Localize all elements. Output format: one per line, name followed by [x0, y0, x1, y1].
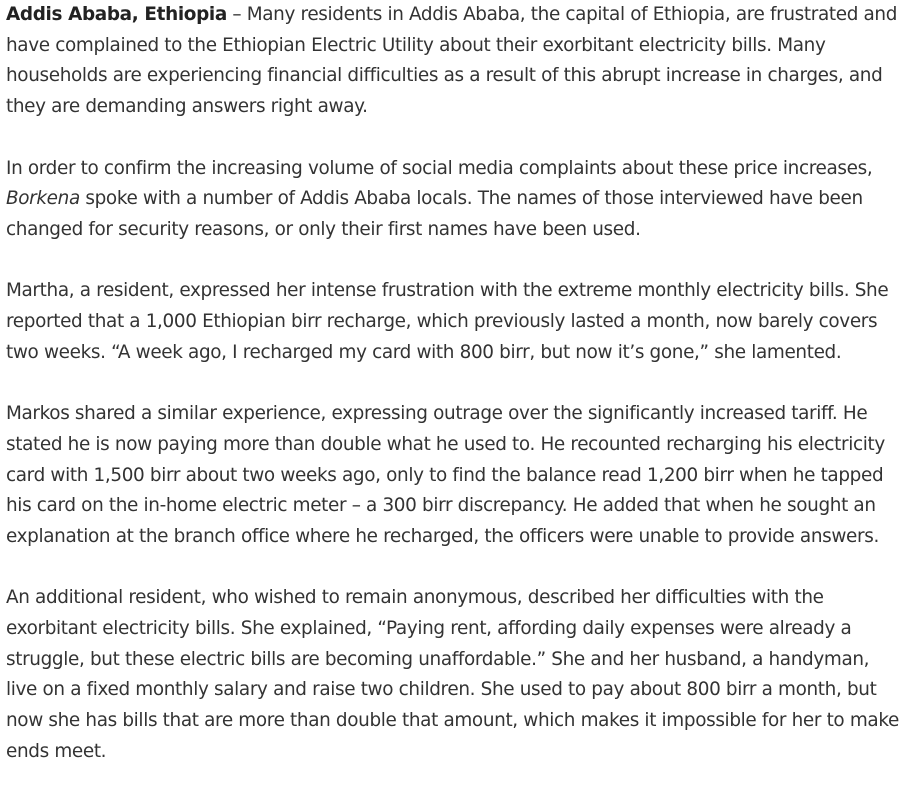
- paragraph-martha: Martha, a resident, expressed her intense frustration with the extreme monthly electricity bills. She reported that a 1,000 Ethiopian birr recharge, which previously lasted a month, now barely covers two weeks. “A week ago, I recharged my card with 800 birr, but now it’s gone,” she lamented.: [6, 280, 889, 363]
- dateline: Addis Ababa, Ethiopia: [6, 4, 227, 25]
- paragraph-markos: Markos shared a similar experience, expressing outrage over the significantly increased tariff. He stated he is now paying more than double what he used to. He recounted recharging his electricity card with 1,500 birr about two weeks ago, only to find the balance read 1,200 birr when he tapped his card on the in-home electric meter – a 300 birr discrepancy. He added that when he sought an explanation at the branch office where he recharged, the officers were unable to provide answers.: [6, 403, 885, 547]
- paragraph-method-text: spoke with a number of Addis Ababa locals. The names of those interviewed have been changed for security reasons, or only their first names have been used.: [6, 188, 863, 240]
- paragraph-anonymous: An additional resident, who wished to remain anonymous, described her difficulties with the exorbitant electricity bills. She explained, “Paying rent, affording daily expenses were already a struggle, but these electric bills are becoming unaffordable.” She and her husband, a handyman, live on a fixed monthly salary and raise two children. She used to pay about 800 birr a month, but now she has bills that are more than double that amount, which makes it impossible for her to make ends meet.: [6, 587, 899, 762]
- publication-name: Borkena: [6, 188, 80, 210]
- paragraph-method-lead: In order to confirm the increasing volume of social media complaints about these price increases,: [6, 157, 873, 179]
- paragraph-method: [6, 154, 901, 246]
- paragraph-intro: [6, 0, 901, 123]
- paragraph-intro-text: – Many residents in Addis Ababa, the capital of Ethiopia, are frustrated and have complained to the Ethiopian Electric Utility about their exorbitant electricity bills. Many households are experiencing financial difficulties as a result of this abrupt increase in charges, and they are demanding answers right away.: [6, 4, 898, 118]
